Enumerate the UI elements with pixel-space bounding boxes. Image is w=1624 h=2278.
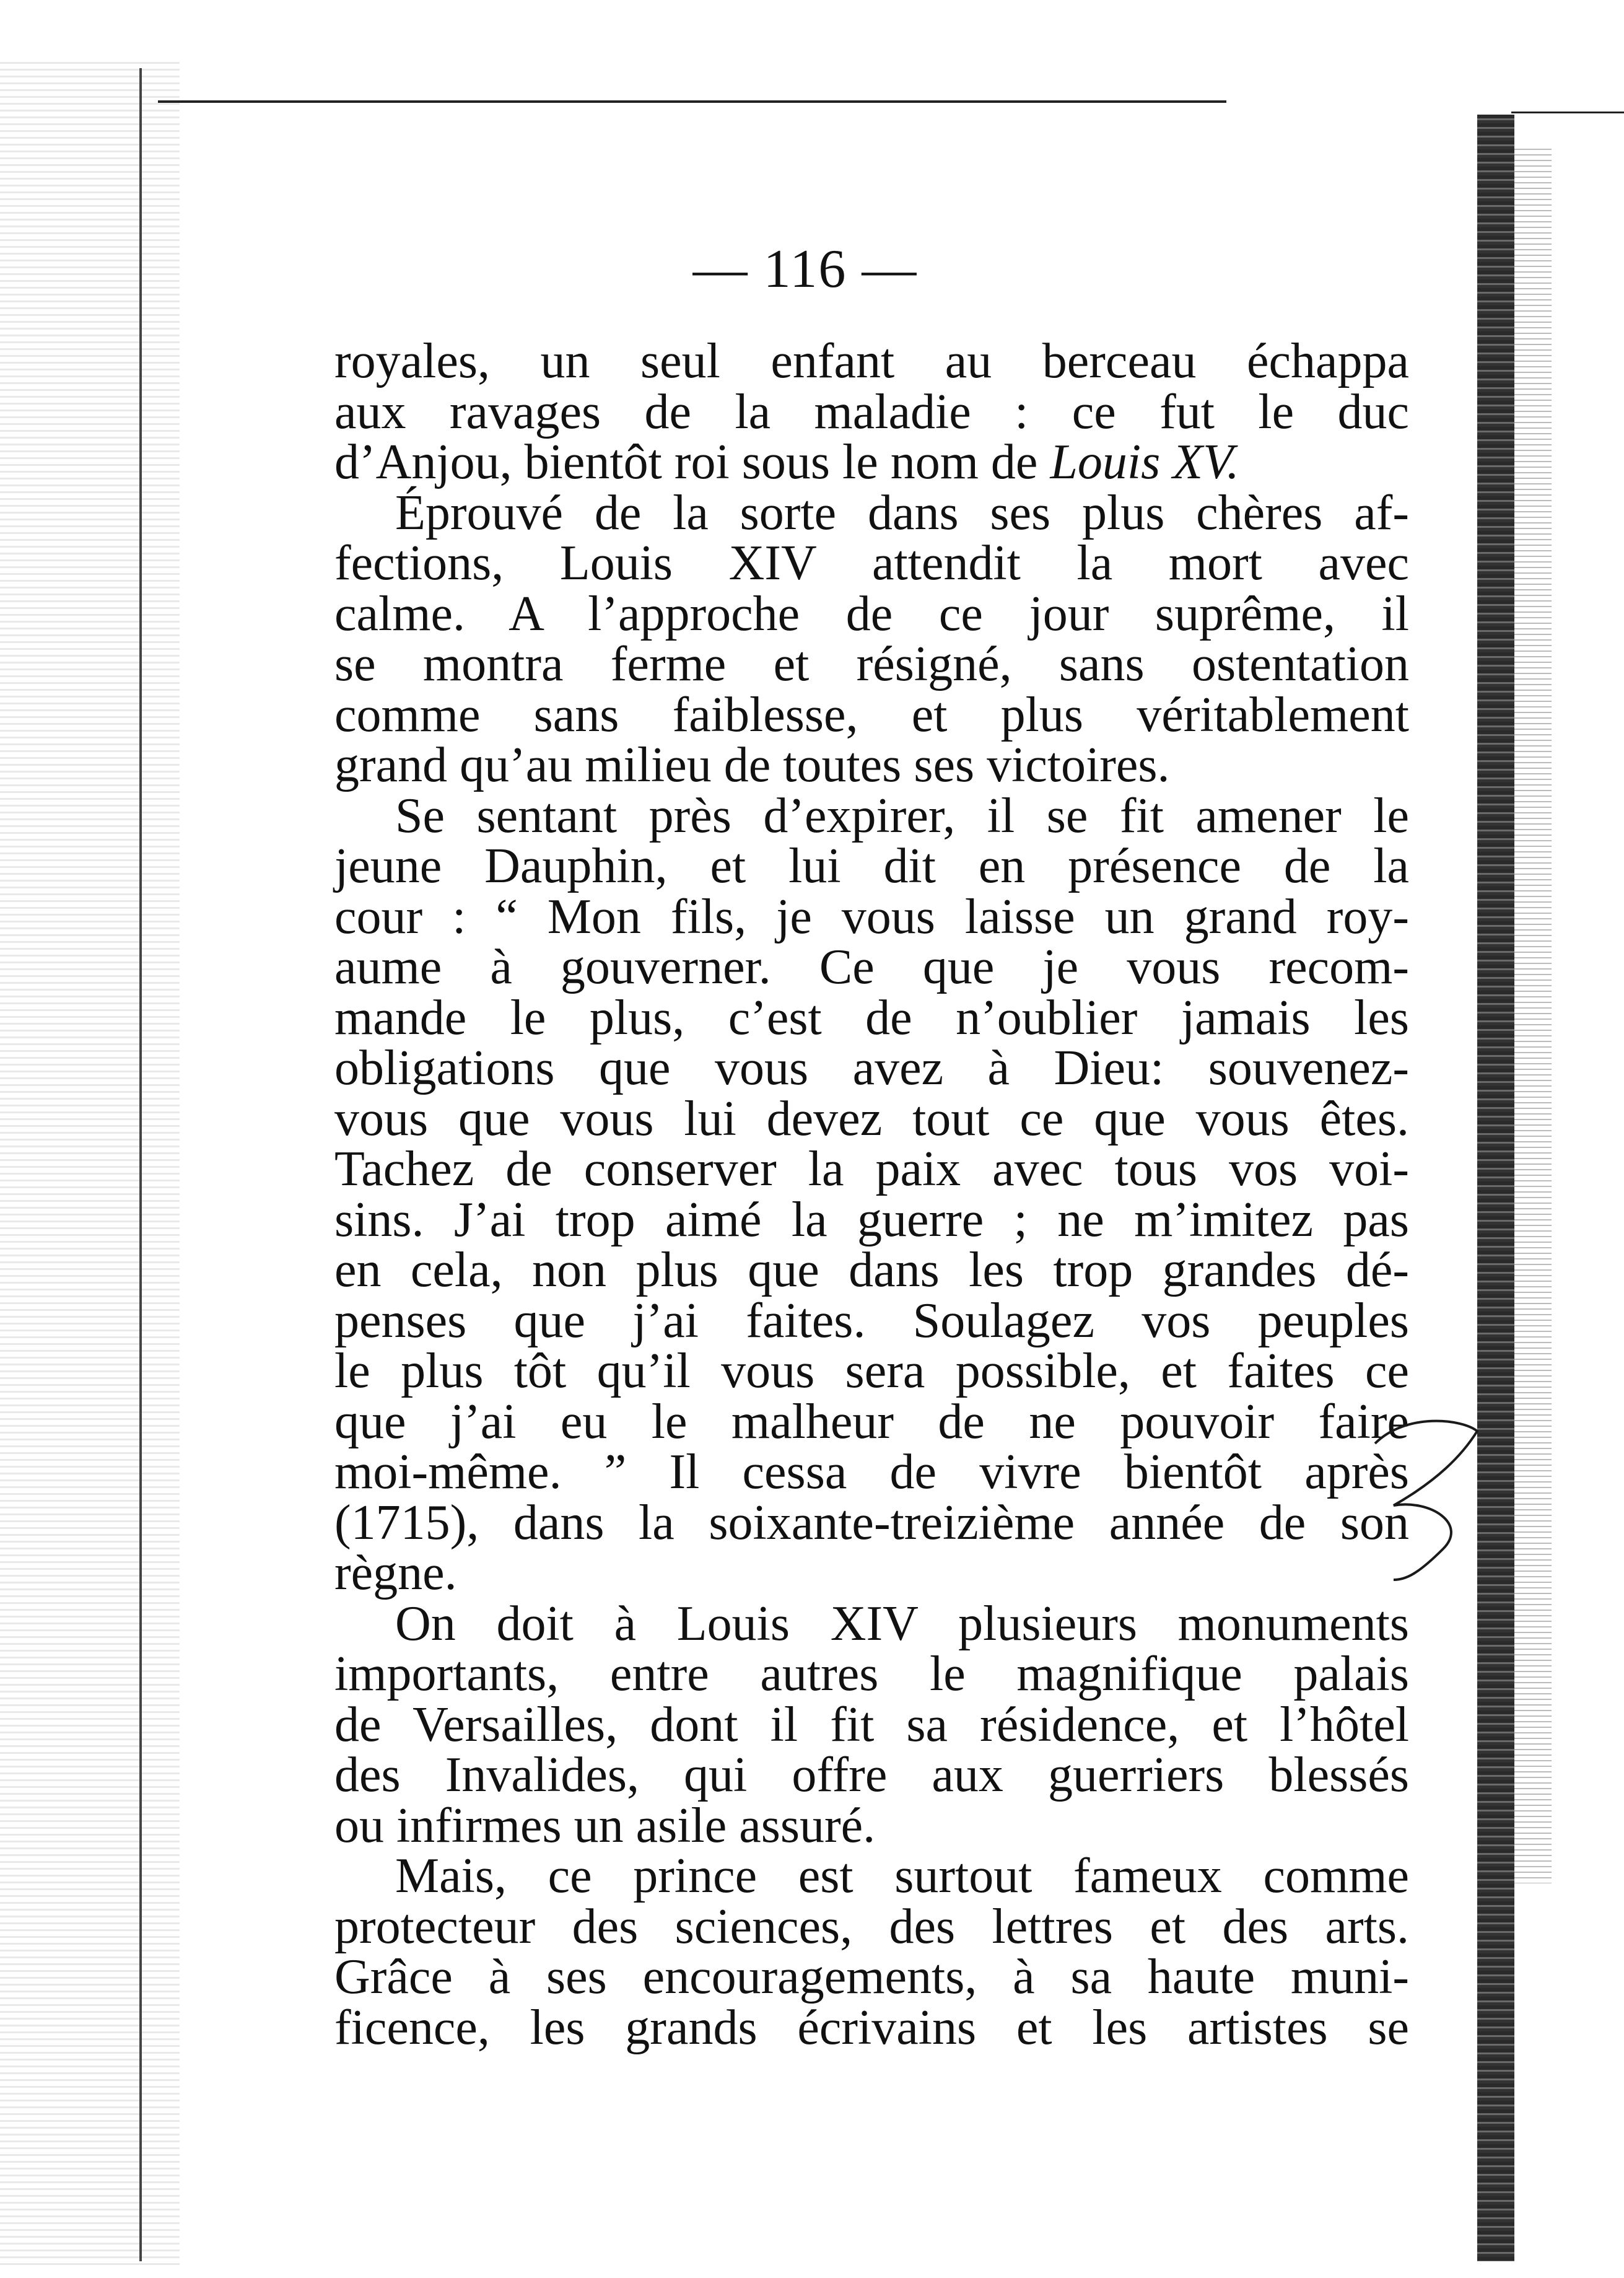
text-run: calme. A l’approche de ce jour suprême, il [334, 586, 1409, 641]
text-run: On doit à Louis XIV plusieurs monuments [395, 1596, 1409, 1651]
text-run: Mais, ce prince est surtout fameux comme [395, 1849, 1409, 1903]
text-run: jeune Dauphin, et lui dit en présence de la [334, 839, 1409, 893]
text-run: cour : “ Mon fils, je vous laisse un grand roy- [334, 889, 1409, 944]
left-gutter-shadow [0, 62, 180, 2267]
text-run: obligations que vous avez à Dieu: souvenez- [334, 1041, 1409, 1095]
text-line [334, 841, 1409, 892]
text-run: importants, entre autres le magnifique palais [334, 1647, 1409, 1701]
text-run: Éprouvé de la sorte dans ses plus chères af- [395, 485, 1409, 540]
text-line [334, 639, 1409, 690]
text-run: ou infirmes un asile assuré. [334, 1798, 876, 1853]
text-run: aume à gouverner. Ce que je vous recom- [334, 940, 1409, 994]
top-rule-right [1511, 112, 1624, 113]
text-run: ficence, les grands écrivains et les artistes se [334, 2000, 1409, 2055]
body-text [334, 336, 1409, 2053]
text-line [334, 1952, 1409, 2003]
pen-mark [1369, 1406, 1486, 1592]
text-run: comme sans faiblesse, et plus véritablement [334, 687, 1409, 742]
text-line [334, 1447, 1409, 1498]
text-line [334, 384, 1409, 439]
text-line [334, 1091, 1409, 1146]
page-number: — 116 — [692, 239, 918, 299]
text-run: vous que vous lui devez tout ce que vous êtes. [334, 1091, 1409, 1146]
text-line [334, 990, 1409, 1045]
text-line [334, 1346, 1409, 1397]
text-run: Se sentant près d’expirer, il se fit amener le [395, 788, 1409, 843]
text-line [334, 889, 1409, 944]
text-line [334, 1144, 1409, 1195]
text-run: en cela, non plus que dans les trop grandes dé- [334, 1243, 1409, 1297]
text-run: que j’ai eu le malheur de ne pouvoir faire [334, 1394, 1409, 1449]
text-run: d’Anjou, bientôt roi sous le nom de [334, 435, 1050, 489]
text-run: le plus tôt qu’il vous sera possible, et faites ce [334, 1344, 1409, 1398]
text-run: royales, un seul enfant au berceau échappa [334, 334, 1409, 388]
text-run: (1715), dans la soixante-treizième année de son [334, 1495, 1409, 1550]
text-line [334, 1293, 1409, 1348]
text-line [334, 586, 1409, 641]
text-line [334, 687, 1409, 742]
text-line [334, 1495, 1409, 1550]
text-line [334, 336, 1409, 387]
text-line [334, 1697, 1409, 1752]
text-run: penses que j’ai faites. Soulagez vos peuples [334, 1293, 1409, 1348]
text-line [334, 1851, 1409, 1902]
text-run: moi-même. ” Il cessa de vivre bientôt après [334, 1445, 1409, 1499]
right-page-edge [1477, 115, 1514, 2261]
text-run: règne. [334, 1546, 457, 1600]
text-line [334, 437, 1409, 488]
text-line [334, 1043, 1409, 1094]
text-line [334, 1596, 1409, 1651]
text-line [334, 740, 1409, 791]
right-page-edge-speckle [1514, 149, 1552, 1883]
text-line [334, 1750, 1409, 1801]
text-run: grand qu’au milieu de toutes ses victoires. [334, 738, 1170, 792]
text-line [334, 485, 1409, 540]
text-run: sins. J’ai trop aimé la guerre ; ne m’imitez pas [334, 1192, 1409, 1247]
text-line [334, 1245, 1409, 1296]
text-run: se montra ferme et résigné, sans ostentation [334, 637, 1409, 691]
text-line [334, 2000, 1409, 2055]
text-run: mande le plus, c’est de n’oublier jamais les [334, 990, 1409, 1045]
text-line [334, 1798, 1409, 1853]
text-run: Tachez de conserver la paix avec tous vos voi- [334, 1142, 1409, 1196]
text-line [334, 942, 1409, 993]
italic-run: Louis XV. [1050, 435, 1239, 489]
text-run: aux ravages de la maladie : ce fut le duc [334, 384, 1409, 439]
text-line [334, 1548, 1409, 1599]
text-line [334, 1899, 1409, 1954]
top-rule [158, 100, 1226, 103]
text-run: protecteur des sciences, des lettres et des arts. [334, 1899, 1409, 1954]
left-gutter-rule [139, 68, 142, 2261]
text-run: des Invalides, qui offre aux guerriers blessés [334, 1748, 1409, 1802]
text-run: fections, Louis XIV attendit la mort avec [334, 536, 1409, 590]
text-run: Grâce à ses encouragements, à sa haute muni- [334, 1950, 1409, 2004]
text-line [334, 538, 1409, 589]
text-line [334, 788, 1409, 843]
text-line [334, 1394, 1409, 1449]
text-line [334, 1649, 1409, 1700]
text-run: de Versailles, dont il fit sa résidence, et l’hôtel [334, 1697, 1409, 1752]
text-line [334, 1192, 1409, 1247]
